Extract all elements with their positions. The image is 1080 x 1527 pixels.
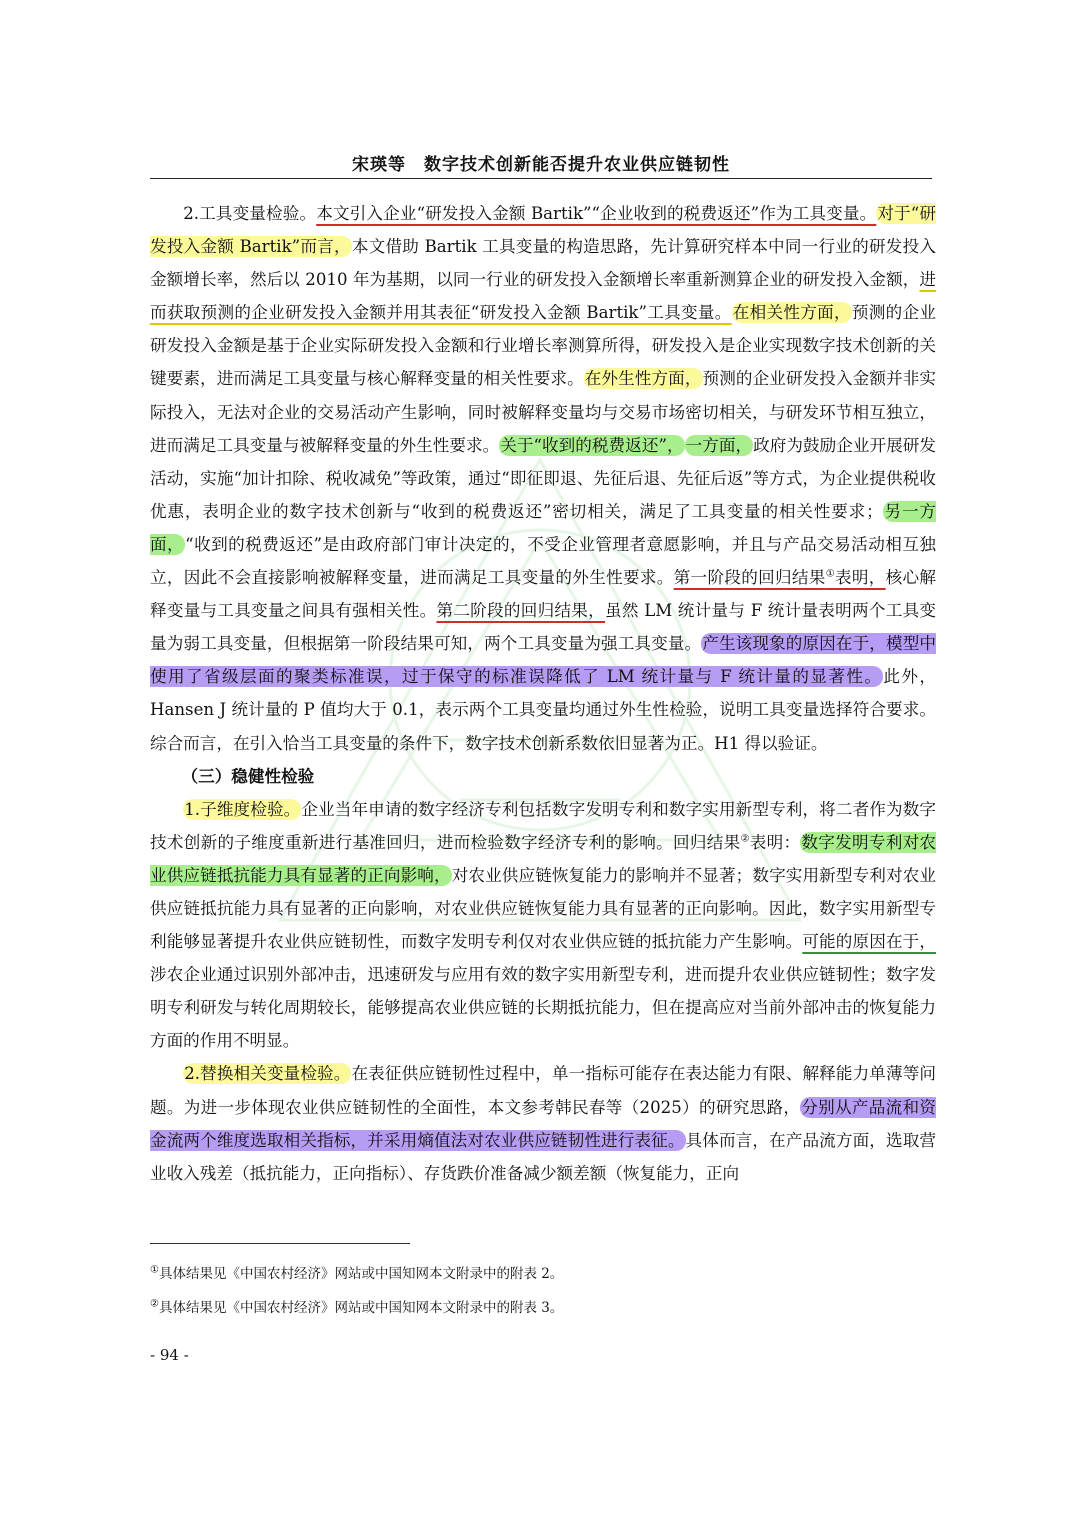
highlight-yellow: 在外生性方面， (584, 369, 702, 389)
paragraph-sub-dimension (150, 793, 936, 1058)
highlight-green: 一方面， (685, 435, 753, 455)
highlight-green: 关于“收到的税费返还”， (500, 435, 684, 455)
text-run: 虽然 LM 统计量与 F 统计量表明两个工具变量为弱工具变量，但根据第一阶段结果可知，两个工具变量为强工具变量。 (150, 601, 937, 654)
footnote-text: 具体结果见《中国农村经济》网站或中国知网本文附录中的附表 3。 (158, 1300, 564, 1316)
body-text (150, 197, 936, 1190)
text-run: 本文借助 Bartik 工具变量的构造思路，先计算研究样本中同一行业的研发投入金额增长率，然后以 2010 年为基期，以同一行业的研发投入金额增长率重新测算企业的研发投入金额， (150, 237, 936, 290)
text-run: “收到的税费返还”是由政府部门审计决定的，不受企业管理者意愿影响，并且与产品交易活动相互独立，因此不会直接影响被解释变量，进而满足工具变量的外生性要求。 (150, 534, 937, 588)
footnote-2 (150, 1296, 563, 1316)
text-run: 对农业供应链恢复能力的影响并不显著；数字实用新型专利对农业供应链抵抗能力具有显著的正向影响，对农业供应链恢复能力具有显著的正向影响。因此，数字实用新型专利能够显著提升农业供应链韧性，而数字发明专利仅对农业供应链的抵抗能力产生影响。 (150, 865, 937, 952)
paragraph-variable-replacement (150, 1057, 936, 1189)
highlight-purple: 产生该现象的原因在于，模型中使用了省级层面的聚类标准误，过于保守的标准误降低了 LM 统计量与 F 统计量的显著性。 (150, 634, 937, 687)
footnote-mark: ① (150, 1264, 159, 1276)
text-run: 预测的企业研发投入金额是基于企业实际研发投入金额和行业增长率测算所得，研发投入是企业实现数字技术创新的关键要素，进而满足工具变量与核心解释变量的相关性要求。 (150, 303, 937, 389)
annotated-sentence (674, 568, 886, 587)
highlight-yellow: 2.替换相关变量检验。 (184, 1064, 351, 1084)
highlight-yellow: 在相关性方面， (732, 303, 851, 323)
section-label: 2.工具变量检验。 (183, 204, 317, 223)
section-heading: （三）稳健性检验 (181, 766, 315, 786)
highlight-yellow: 1.子维度检验。 (184, 799, 301, 819)
highlight-green: 另一方面， (150, 501, 936, 554)
page-number: - 94 - (150, 1346, 189, 1364)
text-run: 表明， (834, 568, 886, 588)
running-header: 宋瑛等 数字技术创新能否提升农业供应链韧性 (352, 155, 730, 175)
text-run: 涉农企业通过识别外部冲击，迅速研发与应用有效的数字实用新型专利，进而提升农业供应链韧性；数字发明专利研发与转化周期较长，能够提高农业供应链的长期抵抗能力，但在提高应对当前外部冲击的恢复能力方面的作用不明显。 (150, 965, 936, 1051)
footnote-1 (150, 1262, 563, 1282)
annotated-sentence: 第二阶段的回归结果， (436, 601, 605, 621)
footnote-text: 具体结果见《中国农村经济》网站或中国知网本文附录中的附表 2。 (158, 1266, 564, 1282)
text-run: 企业当年申请的数字经济专利包括数字发明专利和数字实用新型专利，将二者作为数字技术创新的子维度重新进行基准回归，进而检验数字经济专利的影响。回归结果 (150, 799, 936, 852)
text-run: 第一阶段的回归结果 (673, 568, 826, 588)
text-run: 表明： (749, 832, 801, 852)
highlight-yellow: 对于“研发投入金额 Bartik”而言， (150, 204, 936, 257)
footnote-mark: ② (150, 1298, 159, 1310)
text-run: 具体而言，在产品流方面，选取营业收入残差（抵抗能力，正向指标）、存货跌价准备减少额差额（恢复能力，正向 (150, 1130, 937, 1183)
text-run: 在表征供应链韧性过程中，单一指标可能存在表达能力有限、解释能力单薄等问题。为进一步体现农业供应链韧性的全面性，本文参考韩民春等（2025）的研究思路， (150, 1064, 936, 1117)
annotated-sentence: 可能的原因在于， (802, 932, 937, 952)
text-run: 此外，Hansen J 统计量的 P 值均大于 0.1，表示两个工具变量均通过外生性检验，说明工具变量选择符合要求。综合而言，在引入恰当工具变量的条件下，数字技术创新系数依旧显著为正。H1 得以验证。 (150, 667, 937, 753)
annotated-sentence: 进而获取预测的企业研发投入金额并用其表征“研发投入金额 Bartik”工具变量。 (150, 270, 936, 323)
annotated-sentence: 本文引入企业“研发投入金额 Bartik”“企业收到的税费返还”作为工具变量。 (316, 204, 877, 223)
paragraph-instrumental-variables (150, 197, 936, 760)
footnote-ref[interactable]: ② (740, 833, 750, 845)
highlight-purple: 分别从产品流和资金流两个维度选取相关指标，并采用熵值法对农业供应链韧性进行表征。 (150, 1097, 936, 1150)
text-run: 预测的企业研发投入金额并非实际投入，无法对企业的交易活动产生影响，同时被解释变量均与交易市场密切相关，与研发环节相互独立，进而满足工具变量与被解释变量的外生性要求。 (150, 369, 936, 455)
footnote-ref[interactable]: ① (825, 568, 835, 580)
header-rule (150, 178, 932, 179)
text-run: 核心解释变量与工具变量之间具有强相关性。 (150, 568, 937, 621)
footnote-rule (150, 1243, 410, 1244)
highlight-green: 数字发明专利对农业供应链抵抗能力具有显著的正向影响， (150, 832, 937, 885)
text-run: 政府为鼓励企业开展研发活动，实施“加计扣除、税收减免”等政策，通过“即征即退、先征后退、先征后返”等方式，为企业提供税收优惠，表明企业的数字技术创新与“收到的税费返还”密切相关，满足了工具变量的相关性要求； (150, 435, 937, 521)
